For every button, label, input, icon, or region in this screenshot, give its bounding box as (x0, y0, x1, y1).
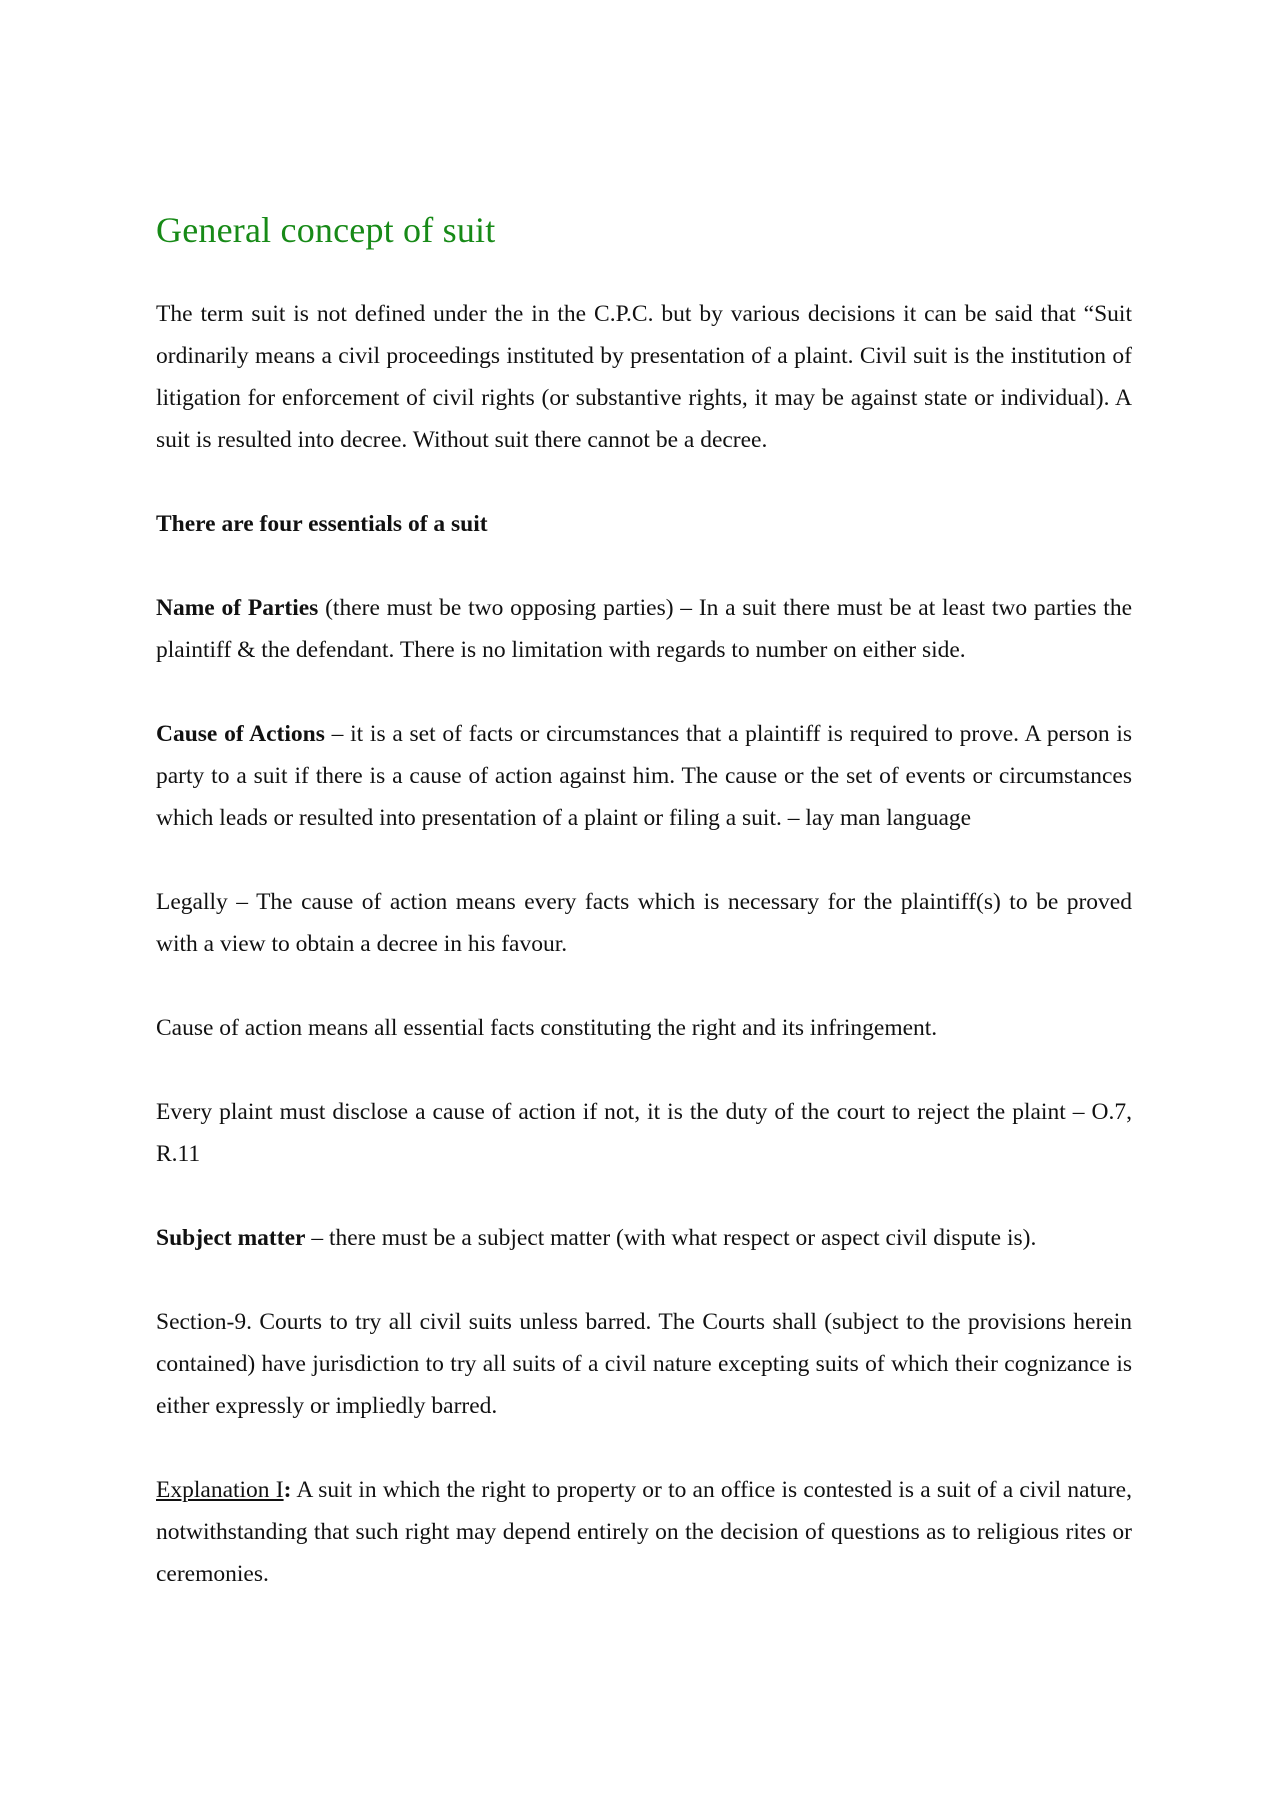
subject-paragraph (156, 1217, 1132, 1259)
subject-text: – there must be a subject matter (with what respect or aspect civil dispute is). (305, 1225, 1037, 1251)
cause-lead: Cause of Actions (156, 721, 325, 747)
document-page (156, 205, 1132, 1637)
parties-lead: Name of Parties (156, 595, 319, 621)
subject-lead: Subject matter (156, 1225, 306, 1251)
legally-paragraph: Legally – The cause of action means every facts which is necessary for the plaintiff(s) to be proved with a view to obtain a decree in his favour. (156, 889, 1132, 957)
every-plaint-paragraph: Every plaint must disclose a cause of action if not, it is the duty of the court to reject the plaint – O.7, R.11 (156, 1099, 1132, 1167)
cause-text: – it is a set of facts or circumstances that a plaintiff is required to prove. A person is party to a suit if there is a cause of action against him. The cause or the set of events or circumstances which leads or resulted into presentation of a plaint or filing a suit. – lay man language (156, 721, 1132, 831)
explanation-colon: : (283, 1477, 292, 1503)
essentials-heading: There are four essentials of a suit (156, 511, 488, 537)
parties-text: (there must be two opposing parties) – In a suit there must be at least two parties the plaintiff & the defendant. There is no limitation with regards to number on either side. (156, 595, 1132, 663)
explanation-paragraph (156, 1469, 1132, 1595)
intro-paragraph: The term suit is not defined under the in the C.P.C. but by various decisions it can be said that “Suit ordinarily means a civil proceedings instituted by presentation of a plaint. Civil suit is the institution of litigation for enforcement of civil rights (or substantive rights, it may be against state or individual). A suit is resulted into decree. Without suit there cannot be a decree. (156, 301, 1132, 453)
section9-paragraph: Section-9. Courts to try all civil suits unless barred. The Courts shall (subject to the provisions herein contained) have jurisdiction to try all suits of a civil nature excepting suits of which their cognizance is either expressly or impliedly barred. (156, 1309, 1132, 1419)
cause-paragraph (156, 713, 1132, 839)
parties-paragraph (156, 587, 1132, 671)
cause-meaning-paragraph: Cause of action means all essential facts constituting the right and its infringement. (156, 1015, 938, 1041)
explanation-text: A suit in which the right to property or to an office is contested is a suit of a civil nature, notwithstanding that such right may depend entirely on the decision of questions as to religious rites or ceremonies. (156, 1477, 1132, 1587)
document-title: General concept of suit (156, 210, 496, 250)
explanation-label: Explanation I (156, 1477, 284, 1503)
